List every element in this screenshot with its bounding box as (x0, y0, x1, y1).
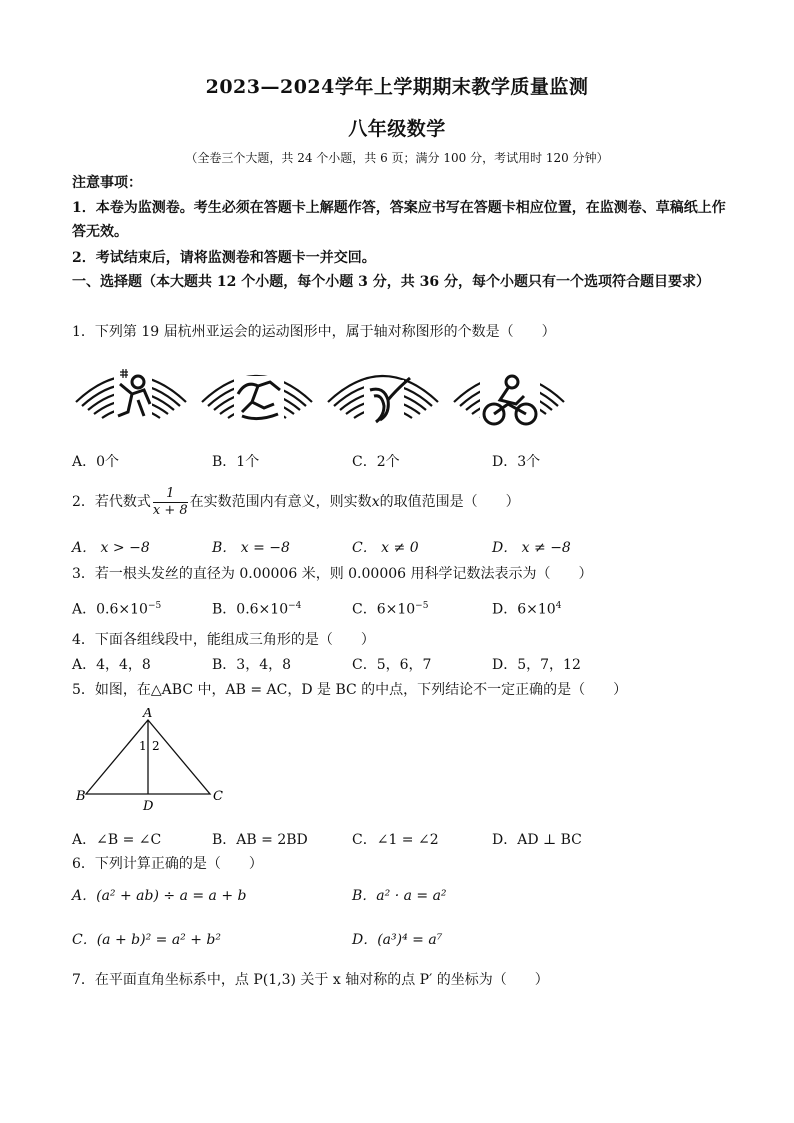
q3-option-b[interactable] (212, 596, 301, 620)
q6-option-a[interactable]: A．(a² + ab) ÷ a = a + b (72, 888, 247, 904)
q2-option-a[interactable]: A． x > −8 (72, 540, 150, 556)
q6-option-b[interactable]: B．a² · a = a² (352, 888, 447, 904)
q3-option-d-base: 6×10 (517, 601, 556, 618)
q1-figures (72, 360, 572, 440)
q5-option-a[interactable]: A．∠B = ∠C (72, 832, 162, 848)
q3-option-d[interactable] (492, 596, 561, 620)
label-angle-2: 2 (152, 739, 160, 753)
q4-option-a[interactable]: A．4，4，8 (72, 657, 151, 673)
triangle-figure (76, 708, 226, 814)
q2-stem-post: 在实数范围内有意义，则实数 (189, 494, 372, 510)
q6-stem: 6．下列计算正确的是（ ） (72, 856, 263, 872)
q3-option-c-exp: −5 (415, 601, 429, 611)
q3-option-a-label: A． (72, 601, 97, 618)
label-b: B (76, 789, 86, 804)
sport-figure-1 (72, 360, 190, 436)
q3-option-b-label: B． (212, 601, 237, 618)
q5-option-c[interactable]: C．∠1 = ∠2 (352, 832, 439, 848)
q3-option-c-label: C． (352, 601, 377, 618)
q2-fraction (153, 486, 188, 519)
q7-stem: 7．在平面直角坐标系中，点 P(1,3) 关于 x 轴对称的点 P′ 的坐标为（ ） (72, 972, 549, 988)
q2-option-d[interactable]: D． x ≠ −8 (492, 540, 571, 556)
q2-option-b[interactable]: B． x = −8 (212, 540, 290, 556)
q3-option-a[interactable] (72, 596, 161, 620)
q5-option-d[interactable]: D．AD ⊥ BC (492, 832, 582, 848)
exam-note: （全卷三个大题，共 24 个小题，共 6 页；满分 100 分，考试用时 120 分钟） (185, 151, 609, 165)
label-angle-1: 1 (139, 739, 147, 753)
q4-stem: 4．下面各组线段中，能组成三角形的是（ ） (72, 632, 375, 648)
q1-option-b[interactable]: B．1个 (212, 454, 260, 470)
exam-subject: 八年级数学 (348, 118, 446, 140)
q2-frac-den: x + 8 (152, 502, 188, 518)
q2-var: x (371, 494, 380, 510)
q2-stem (72, 484, 520, 520)
q3-option-c-base: 6×10 (376, 601, 416, 618)
q3-option-c[interactable] (352, 596, 428, 620)
q3-option-a-base: 0.6×10 (96, 601, 148, 618)
q2-option-c[interactable]: C． x ≠ 0 (352, 540, 419, 556)
sport-figure-4 (450, 360, 568, 436)
q3-option-d-exp: 4 (555, 601, 562, 611)
notice-item-1: 1．本卷为监测卷。考生必须在答题卡上解题作答，答案应书写在答题卡相应位置，在监测卷、草稿纸上作答无效。 (72, 200, 726, 240)
q3-stem: 3．若一根头发丝的直径为 0.00006 米，则 0.00006 用科学记数法表示为（ ） (72, 566, 593, 582)
q1-option-a[interactable]: A．0个 (72, 454, 120, 470)
q4-option-c[interactable]: C．5，6，7 (352, 657, 432, 673)
label-c: C (213, 789, 223, 804)
q6-option-d[interactable]: D．(a³)⁴ = a⁷ (352, 932, 443, 948)
q2-stem-pre: 2．若代数式 (72, 494, 151, 510)
sport-figure-3 (324, 360, 442, 436)
notice-heading: 注意事项： (72, 175, 142, 191)
q1-stem: 1．下列第 19 届杭州亚运会的运动图形中，属于轴对称图形的个数是（ ） (72, 324, 556, 340)
q1-option-d[interactable]: D．3个 (492, 454, 541, 470)
sport-figure-2 (198, 360, 316, 436)
section-1-heading: 一、选择题（本大题共 12 个小题，每个小题 3 分，共 36 分，每个小题只有一个选项符合题目要求） (72, 274, 710, 290)
q3-option-b-exp: −4 (288, 601, 302, 611)
q5-stem: 5．如图，在△ABC 中，AB = AC，D 是 BC 的中点，下列结论不一定正确的是（ ） (72, 682, 628, 698)
q3-option-a-exp: −5 (147, 601, 162, 611)
q4-option-b[interactable]: B．3，4，8 (212, 657, 292, 673)
notice-item-2: 2．考试结束后，请将监测卷和答题卡一并交回。 (72, 250, 376, 266)
exam-title: 2023—2024学年上学期期末教学质量监测 (205, 76, 589, 98)
q3-option-d-label: D． (492, 601, 518, 618)
q6-option-c[interactable]: C．(a + b)² = a² + b² (72, 932, 221, 948)
q5-option-b[interactable]: B．AB = 2BD (212, 832, 308, 848)
q2-frac-num: 1 (153, 486, 188, 503)
q2-stem-end: 的取值范围是（ ） (379, 494, 520, 510)
q4-option-d[interactable]: D．5，7，12 (492, 657, 581, 673)
q3-option-b-base: 0.6×10 (236, 601, 289, 618)
label-a: A (143, 708, 153, 721)
label-d: D (143, 799, 154, 814)
q1-option-c[interactable]: C．2个 (352, 454, 400, 470)
